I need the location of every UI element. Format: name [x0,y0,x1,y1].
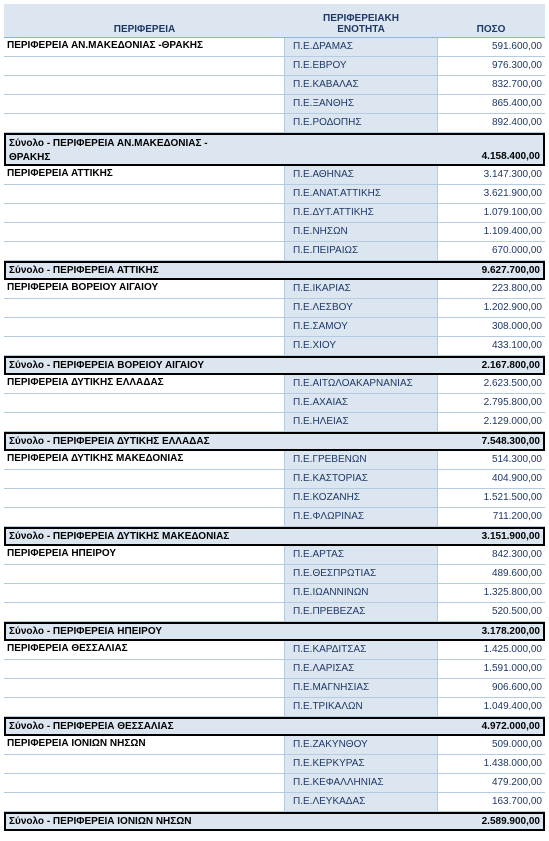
table-row [4,470,545,489]
table-row [4,489,545,508]
region-name: ΠΕΡΙΦΕΡΕΙΑ ΗΠΕΙΡΟΥ [7,548,117,559]
total-label-line2: ΘΡΑΚΗΣ [9,152,51,163]
table-row [4,280,545,299]
unit-amount: 670.000,00 [491,245,542,256]
region-name: ΠΕΡΙΦΕΡΕΙΑ ΑΝ.ΜΑΚΕΔΟΝΙΑΣ -ΘΡΑΚΗΣ [7,40,204,51]
total-label-line1: Σύνολο - ΠΕΡΙΦΕΡΕΙΑ ΙΟΝΙΩΝ ΝΗΣΩΝ [9,816,192,827]
unit-name: Π.Ε.ΦΛΩΡΙΝΑΣ [293,511,365,522]
unit-name: Π.Ε.ΚΟΖΑΝΗΣ [293,492,360,503]
table-row [4,114,545,133]
unit-name: Π.Ε.ΚΕΦΑΛΛΗΝΙΑΣ [293,777,384,788]
region-total-row [4,717,545,736]
unit-amount: 479.200,00 [491,777,542,788]
unit-name: Π.Ε.ΙΚΑΡΙΑΣ [293,283,351,294]
table-row [4,242,545,261]
unit-name: Π.Ε.ΤΡΙΚΑΛΩΝ [293,701,363,712]
table-row [4,679,545,698]
region-group [4,280,545,356]
header-region: ΠΕΡΙΦΕΡΕΙΑ [113,24,176,35]
unit-name: Π.Ε.ΚΑΣΤΟΡΙΑΣ [293,473,368,484]
unit-name: Π.Ε.ΑΙΤΩΛΟΑΚΑΡΝΑΝΙΑΣ [293,378,413,389]
unit-name: Π.Ε.ΑΡΤΑΣ [293,549,345,560]
region-group [4,38,545,133]
region-name: ΠΕΡΙΦΕΡΕΙΑ ΑΤΤΙΚΗΣ [7,168,113,179]
total-amount: 9.627.700,00 [481,265,540,276]
unit-name: Π.Ε.ΧΙΟΥ [293,340,337,351]
total-label-line1: Σύνολο - ΠΕΡΙΦΕΡΕΙΑ ΘΕΣΣΑΛΙΑΣ [9,721,174,732]
unit-amount: 892.400,00 [491,117,542,128]
total-label [9,530,229,544]
total-label [9,720,174,734]
unit-amount: 832.700,00 [491,79,542,90]
table-row [4,76,545,95]
table-row [4,95,545,114]
table-row [4,546,545,565]
unit-name: Π.Ε.ΑΝΑΤ.ΑΤΤΙΚΗΣ [293,188,382,199]
table-row [4,394,545,413]
unit-name: Π.Ε.ΔΥΤ.ΑΤΤΙΚΗΣ [293,207,374,218]
header-unit-line1: ΠΕΡΙΦΕΡΕΙΑΚΗ [322,13,399,24]
table-row [4,641,545,660]
unit-amount: 906.600,00 [491,682,542,693]
table-row [4,204,545,223]
region-total-row [4,356,545,375]
header-amount: ΠΟΣΟ [476,24,506,35]
unit-name: Π.Ε.ΕΒΡΟΥ [293,60,347,71]
unit-name: Π.Ε.ΑΧΑΙΑΣ [293,397,349,408]
total-label-line1: Σύνολο - ΠΕΡΙΦΕΡΕΙΑ ΑΤΤΙΚΗΣ [9,265,159,276]
total-label [9,815,192,829]
unit-amount: 591.600,00 [491,41,542,52]
total-amount: 4.158.400,00 [481,151,540,162]
unit-amount: 2.623.500,00 [483,378,542,389]
table-row [4,698,545,717]
unit-name: Π.Ε.ΛΑΡΙΣΑΣ [293,663,355,674]
table-row [4,660,545,679]
total-label-line1: Σύνολο - ΠΕΡΙΦΕΡΕΙΑ ΔΥΤΙΚΗΣ ΜΑΚΕΔΟΝΙΑΣ [9,531,230,542]
region-group [4,451,545,527]
unit-name: Π.Ε.ΝΗΣΩΝ [293,226,348,237]
table-row [4,57,545,76]
table-row [4,508,545,527]
region-name: ΠΕΡΙΦΕΡΕΙΑ ΙΟΝΙΩΝ ΝΗΣΩΝ [7,738,146,749]
region-name: ΠΕΡΙΦΕΡΕΙΑ ΔΥΤΙΚΗΣ ΕΛΛΑΔΑΣ [7,377,164,388]
total-label [9,359,204,373]
unit-name: Π.Ε.ΡΟΔΟΠΗΣ [293,117,362,128]
unit-name: Π.Ε.ΠΡΕΒΕΖΑΣ [293,606,366,617]
region-total-row [4,527,545,546]
table-row [4,223,545,242]
header-unit-line2: ΕΝΟΤΗΤΑ [337,24,385,35]
total-label-line1: Σύνολο - ΠΕΡΙΦΕΡΕΙΑ ΒΟΡΕΙΟΥ ΑΙΓΑΙΟΥ [9,360,205,371]
total-label-line1: Σύνολο - ΠΕΡΙΦΕΡΕΙΑ ΑΝ.ΜΑΚΕΔΟΝΙΑΣ - [9,138,208,149]
unit-amount: 433.100,00 [491,340,542,351]
table-row [4,185,545,204]
table-header [4,4,545,38]
unit-name: Π.Ε.ΑΘΗΝΑΣ [293,169,354,180]
unit-amount: 1.425.000,00 [483,644,542,655]
table-row [4,451,545,470]
unit-amount: 1.521.500,00 [483,492,542,503]
table-row [4,318,545,337]
unit-name: Π.Ε.ΓΡΕΒΕΝΩΝ [293,454,367,465]
unit-amount: 223.800,00 [491,283,542,294]
region-total-row [4,812,545,831]
unit-amount: 976.300,00 [491,60,542,71]
table-body [4,38,545,831]
total-amount: 3.151.900,00 [481,531,540,542]
total-amount: 3.178.200,00 [481,626,540,637]
table-row [4,736,545,755]
region-total-row [4,622,545,641]
unit-name: Π.Ε.ΙΩΑΝΝΙΝΩΝ [293,587,369,598]
header-unit [285,13,437,35]
region-group [4,375,545,432]
region-name: ΠΕΡΙΦΕΡΕΙΑ ΔΥΤΙΚΗΣ ΜΑΚΕΔΟΝΙΑΣ [7,453,184,464]
table-row [4,413,545,432]
unit-amount: 308.000,00 [491,321,542,332]
unit-name: Π.Ε.ΗΛΕΙΑΣ [293,416,349,427]
total-amount: 7.548.300,00 [481,436,540,447]
unit-amount: 509.000,00 [491,739,542,750]
unit-amount: 3.621.900,00 [483,188,542,199]
unit-amount: 842.300,00 [491,549,542,560]
region-name: ΠΕΡΙΦΕΡΕΙΑ ΒΟΡΕΙΟΥ ΑΙΓΑΙΟΥ [7,282,159,293]
total-amount: 2.167.800,00 [481,360,540,371]
table-row [4,603,545,622]
table-row [4,299,545,318]
region-group [4,736,545,812]
unit-amount: 711.200,00 [492,511,542,522]
table-row [4,774,545,793]
unit-amount: 1.591.000,00 [483,663,542,674]
region-group [4,546,545,622]
unit-amount: 1.049.400,00 [483,701,542,712]
unit-name: Π.Ε.ΚΑΡΔΙΤΣΑΣ [293,644,367,655]
total-amount: 4.972.000,00 [481,721,540,732]
table-row [4,565,545,584]
unit-amount: 489.600,00 [491,568,542,579]
unit-name: Π.Ε.ΣΑΜΟΥ [293,321,348,332]
region-group [4,641,545,717]
unit-name: Π.Ε.ΠΕΙΡΑΙΩΣ [293,245,359,256]
table-row [4,337,545,356]
unit-name: Π.Ε.ΖΑΚΥΝΘΟΥ [293,739,368,750]
total-label [9,625,162,639]
region-group [4,166,545,261]
unit-amount: 1.109.400,00 [483,226,542,237]
unit-amount: 2.795.800,00 [483,397,542,408]
unit-name: Π.Ε.ΞΑΝΘΗΣ [293,98,355,109]
unit-name: Π.Ε.ΚΕΡΚΥΡΑΣ [293,758,365,769]
unit-amount: 520.500,00 [491,606,542,617]
table-row [4,375,545,394]
table-row [4,38,545,57]
region-total-row [4,261,545,280]
unit-amount: 1.079.100,00 [483,207,542,218]
region-name: ΠΕΡΙΦΕΡΕΙΑ ΘΕΣΣΑΛΙΑΣ [7,643,128,654]
unit-name: Π.Ε.ΔΡΑΜΑΣ [293,41,353,52]
total-label [9,137,208,165]
unit-amount: 1.202.900,00 [483,302,542,313]
unit-amount: 404.900,00 [491,473,542,484]
unit-name: Π.Ε.ΛΕΥΚΑΔΑΣ [293,796,366,807]
unit-amount: 3.147.300,00 [483,169,542,180]
total-label [9,435,210,449]
unit-amount: 1.438.000,00 [483,758,542,769]
unit-amount: 1.325.800,00 [483,587,542,598]
unit-amount: 514.300,00 [491,454,542,465]
unit-name: Π.Ε.ΘΕΣΠΡΩΤΙΑΣ [293,568,377,579]
table-row [4,793,545,812]
total-amount: 2.589.900,00 [481,816,540,827]
unit-name: Π.Ε.ΚΑΒΑΛΑΣ [293,79,359,90]
unit-amount: 163.700,00 [491,796,542,807]
unit-name: Π.Ε.ΛΕΣΒΟΥ [293,302,353,313]
region-total-row [4,432,545,451]
unit-amount: 2.129.000,00 [483,416,542,427]
unit-name: Π.Ε.ΜΑΓΝΗΣΙΑΣ [293,682,370,693]
table-row [4,755,545,774]
unit-amount: 865.400,00 [491,98,542,109]
table-row [4,584,545,603]
table-row [4,166,545,185]
total-label [9,264,159,278]
total-label-line1: Σύνολο - ΠΕΡΙΦΕΡΕΙΑ ΔΥΤΙΚΗΣ ΕΛΛΑΔΑΣ [9,436,210,447]
region-total-row [4,133,545,166]
total-label-line1: Σύνολο - ΠΕΡΙΦΕΡΕΙΑ ΗΠΕΙΡΟΥ [9,626,162,637]
